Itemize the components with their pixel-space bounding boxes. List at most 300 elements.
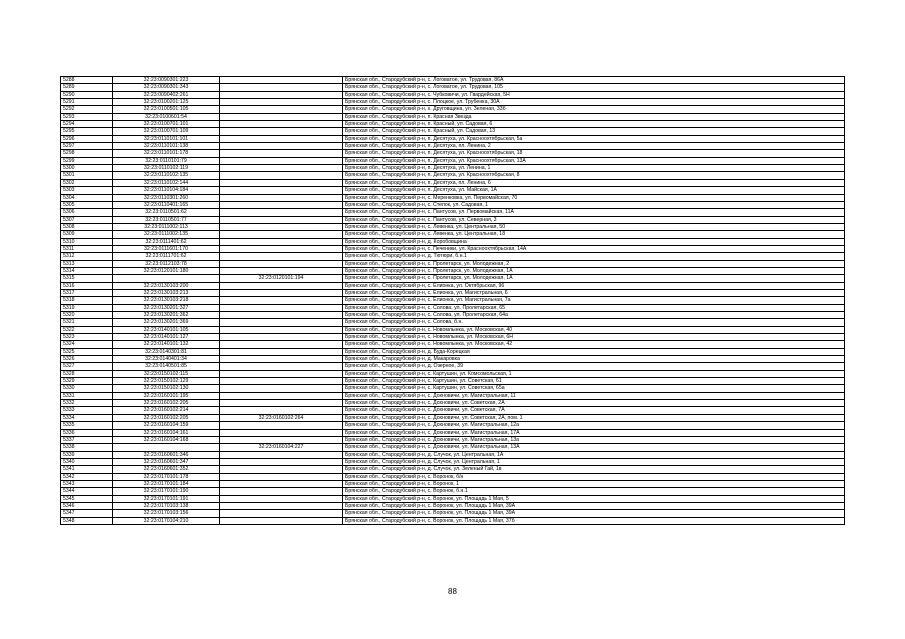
object-number-cell (220, 179, 343, 186)
table-row (61, 113, 845, 120)
object-number-cell (220, 267, 343, 274)
object-number-cell (220, 517, 343, 524)
row-number-cell: 5326 (61, 356, 113, 363)
parcel-number-cell: 32:23:0170103:138 (113, 502, 220, 509)
object-number-cell (220, 238, 343, 245)
address-cell: Брянская обл., Стародубский р-н, с. Меренковка, ул. Первомайская, 70 (343, 194, 845, 201)
table-row (61, 400, 845, 407)
object-number-cell (220, 150, 343, 157)
object-number-cell (220, 260, 343, 267)
address-cell: Брянская обл., Стародубский р-н, д. Случок, ул. Центральная, 1 (343, 458, 845, 465)
address-cell: Брянская обл., Стародубский р-н, с. Печеники, ул. Красноохтябрьская, 14А (343, 245, 845, 252)
table-row (61, 392, 845, 399)
parcel-number-cell: 32:23:0140101:132 (113, 341, 220, 348)
table-row (61, 201, 845, 208)
object-number-cell (220, 223, 343, 230)
table-row (61, 121, 845, 128)
row-number-cell: 5288 (61, 77, 113, 84)
table-row (61, 348, 845, 355)
table-row (61, 77, 845, 84)
row-number-cell: 5319 (61, 304, 113, 311)
table-row (61, 422, 845, 429)
parcel-number-cell: 32:23:0160104:159 (113, 422, 220, 429)
object-number-cell (220, 99, 343, 106)
table-row (61, 143, 845, 150)
parcel-number-cell: 32:23:0130103:218 (113, 297, 220, 304)
object-number-cell (220, 473, 343, 480)
row-number-cell: 5347 (61, 510, 113, 517)
table-row (61, 363, 845, 370)
table-row (61, 370, 845, 377)
parcel-number-cell: 32:23:0160101:195 (113, 392, 220, 399)
row-number-cell: 5289 (61, 84, 113, 91)
row-number-cell: 5316 (61, 282, 113, 289)
row-number-cell: 5333 (61, 407, 113, 414)
table-row (61, 216, 845, 223)
object-number-cell (220, 91, 343, 98)
parcel-number-cell: 32:23:0090301:223 (113, 77, 220, 84)
row-number-cell: 5317 (61, 289, 113, 296)
parcel-number-cell: 32:23:0130201:327 (113, 304, 220, 311)
object-number-cell (220, 121, 343, 128)
row-number-cell: 5305 (61, 201, 113, 208)
table-row (61, 238, 845, 245)
address-cell: Брянская обл., Стародубский р-н, с. Пантусов, ул. Первомайская, 11А (343, 209, 845, 216)
address-cell: Брянская обл., Стародубский р-н, с. Солова, ул. Пролетарская, 65 (343, 304, 845, 311)
row-number-cell: 5299 (61, 157, 113, 164)
table-row (61, 245, 845, 252)
address-cell: Брянская обл., Стародубский р-н, п. Десятуха, пл. Ленина, 6 (343, 179, 845, 186)
table-row (61, 304, 845, 311)
row-number-cell: 5298 (61, 150, 113, 157)
table-row (61, 135, 845, 142)
row-number-cell: 5318 (61, 297, 113, 304)
parcel-number-cell: 32:23:0110102:135 (113, 172, 220, 179)
table-row (61, 172, 845, 179)
parcel-number-cell: 32:23:0110101:79 (113, 157, 220, 164)
parcel-number-cell: 32:23:0120101:180 (113, 267, 220, 274)
parcel-number-cell: 32:23:0110101:178 (113, 150, 220, 157)
row-number-cell: 5314 (61, 267, 113, 274)
row-number-cell: 5309 (61, 231, 113, 238)
object-number-cell (220, 157, 343, 164)
object-number-cell (220, 370, 343, 377)
object-number-cell (220, 289, 343, 296)
address-cell: Брянская обл., Стародубский р-н, с. Дохновичи, ул. Советская, 2А, пом. 1 (343, 414, 845, 421)
object-number-cell (220, 436, 343, 443)
address-cell: Брянская обл., Стародубский р-н, с. Новомлынка, ул. Московская, 6Н (343, 334, 845, 341)
table-row (61, 334, 845, 341)
address-cell: Брянская обл., Стародубский р-н, д. Случок, ул. Зеленый Гай, 1в (343, 466, 845, 473)
parcel-number-cell: 32:23:0111002:113 (113, 223, 220, 230)
parcel-number-cell: 32:23:0140101:127 (113, 334, 220, 341)
address-cell: Брянская обл., Стародубский р-н, д. Озерное, 39 (343, 363, 845, 370)
object-number-cell (220, 466, 343, 473)
row-number-cell: 5327 (61, 363, 113, 370)
row-number-cell: 5343 (61, 480, 113, 487)
parcel-number-cell: 32:23:0111401:62 (113, 238, 220, 245)
table-row (61, 429, 845, 436)
parcel-number-cell: 32:23:0150102:115 (113, 370, 220, 377)
address-cell: Брянская обл., Стародубский р-н, с. Дохновичи, ул. Советская, 7А (343, 407, 845, 414)
table-row (61, 282, 845, 289)
parcel-number-cell: 32:23:0160601:346 (113, 451, 220, 458)
row-number-cell: 5346 (61, 502, 113, 509)
parcel-number-cell: 32:23:0150102:130 (113, 385, 220, 392)
row-number-cell: 5345 (61, 495, 113, 502)
table-row (61, 458, 845, 465)
address-cell: Брянская обл., Стародубский р-н, п. Красная Звезда (343, 113, 845, 120)
table-row (61, 157, 845, 164)
object-number-cell (220, 429, 343, 436)
address-cell: Брянская обл., Стародубский р-н, с. Солова, б.н. (343, 319, 845, 326)
table-row (61, 326, 845, 333)
address-cell: Брянская обл., Стародубский р-н, х. Друговщина, ул. Зеленая, 33б (343, 106, 845, 113)
table-row (61, 194, 845, 201)
row-number-cell: 5303 (61, 187, 113, 194)
row-number-cell: 5321 (61, 319, 113, 326)
address-cell: Брянская обл., Стародубский р-н, д. Буда-Корецкая (343, 348, 845, 355)
table-row (61, 150, 845, 157)
parcel-number-cell: 32:23:0160104:161 (113, 429, 220, 436)
address-cell: Брянская обл., Стародубский р-н, с. Логоватое, ул. Трудовая, 86А (343, 77, 845, 84)
object-number-cell (220, 392, 343, 399)
object-number-cell (220, 209, 343, 216)
address-cell: Брянская обл., Стародубский р-н, с. Новомлынка, ул. Московская, 40 (343, 326, 845, 333)
parcel-number-cell: 32:23:0110301:260 (113, 194, 220, 201)
table-row (61, 473, 845, 480)
address-cell: Брянская обл., Стародубский р-н, п. Десятуха, ул. Ленина, 1 (343, 165, 845, 172)
address-cell: Брянская обл., Стародубский р-н, с. Елионка, ул. Магистральная, 7а (343, 297, 845, 304)
row-number-cell: 5307 (61, 216, 113, 223)
table-row (61, 84, 845, 91)
row-number-cell: 5301 (61, 172, 113, 179)
parcel-number-cell: 32:23:0112103:78 (113, 260, 220, 267)
object-number-cell (220, 326, 343, 333)
address-cell: Брянская обл., Стародубский р-н, с. Воронок, ул. Площадь 1 Мая, 37б (343, 517, 845, 524)
row-number-cell: 5310 (61, 238, 113, 245)
row-number-cell: 5335 (61, 422, 113, 429)
address-cell: Брянская обл., Стародубский р-н, с. Елионка, ул. Октябрьская, 96 (343, 282, 845, 289)
parcel-number-cell: 32:23:0140101:105 (113, 326, 220, 333)
address-cell: Брянская обл., Стародубский р-н, с. Воронок, б.н.1 (343, 488, 845, 495)
object-number-cell (220, 348, 343, 355)
object-number-cell (220, 341, 343, 348)
row-number-cell: 5338 (61, 444, 113, 451)
address-cell: Брянская обл., Стародубский р-н, с. Елионка, ул. Магистральная, 6 (343, 289, 845, 296)
object-number-cell (220, 502, 343, 509)
address-cell: Брянская обл., Стародубский р-н, с. Воронок, 1 (343, 480, 845, 487)
parcel-number-cell: 32:23:0100601:54 (113, 113, 220, 120)
object-number-cell (220, 201, 343, 208)
object-number-cell (220, 253, 343, 260)
table-row (61, 165, 845, 172)
address-cell: Брянская обл., Стародубский р-н, с. Новомлынка, ул. Московская, 42 (343, 341, 845, 348)
row-number-cell: 5334 (61, 414, 113, 421)
table-row (61, 179, 845, 186)
parcel-number-cell: 32:23:0110101:138 (113, 143, 220, 150)
parcel-number-cell: 32:23:0111002:135 (113, 231, 220, 238)
table-row (61, 99, 845, 106)
object-number-cell (220, 458, 343, 465)
address-cell: Брянская обл., Стародубский р-н, с. Воронок, ул. Площадь 1 Мая, 5 (343, 495, 845, 502)
parcel-number-cell: 32:23:0110102:119 (113, 165, 220, 172)
parcel-number-cell: 32:23:0111701:62 (113, 253, 220, 260)
address-cell: Брянская обл., Стародубский р-н, с. Дохновичи, ул. Магистральная, 17А (343, 429, 845, 436)
row-number-cell: 5337 (61, 436, 113, 443)
parcel-number-cell: 32:23:0100201:125 (113, 99, 220, 106)
object-number-cell (220, 135, 343, 142)
row-number-cell: 5306 (61, 209, 113, 216)
object-number-cell (220, 231, 343, 238)
address-cell: Брянская обл., Стародубский р-н, с. Логоватое, ул. Трудовая, 105 (343, 84, 845, 91)
address-cell: Брянская обл., Стародубский р-н, п. Десятуха, пл. Ленина, 2 (343, 143, 845, 150)
object-number-cell (220, 216, 343, 223)
parcel-number-cell: 32:23:0170101:190 (113, 488, 220, 495)
address-cell: Брянская обл., Стародубский р-н, с. Левенка, ул. Центральная, 18 (343, 231, 845, 238)
object-number-cell: 32:23:0120101:194 (220, 275, 343, 282)
parcel-number-cell: 32:23:0170101:178 (113, 473, 220, 480)
object-number-cell (220, 480, 343, 487)
object-number-cell (220, 400, 343, 407)
object-number-cell (220, 510, 343, 517)
parcel-number-cell: 32:23:0170103:156 (113, 510, 220, 517)
object-number-cell (220, 356, 343, 363)
parcel-number-cell (113, 444, 220, 451)
address-cell: Брянская обл., Стародубский р-н, п. Десятуха, ул. Майская, 1А (343, 187, 845, 194)
object-number-cell (220, 187, 343, 194)
row-number-cell: 5304 (61, 194, 113, 201)
table-row (61, 267, 845, 274)
address-cell: Брянская обл., Стародубский р-н, с. Картушин, ул. Советская, 61 (343, 378, 845, 385)
object-number-cell (220, 312, 343, 319)
parcel-number-cell (113, 275, 220, 282)
object-number-cell: 32:23:0160102:264 (220, 414, 343, 421)
row-number-cell: 5292 (61, 106, 113, 113)
object-number-cell (220, 495, 343, 502)
object-number-cell (220, 451, 343, 458)
object-number-cell (220, 319, 343, 326)
address-cell: Брянская обл., Стародубский р-н, д. Коробовщина (343, 238, 845, 245)
object-number-cell (220, 334, 343, 341)
table-row (61, 510, 845, 517)
parcel-number-cell: 32:23:0160601:352 (113, 466, 220, 473)
object-number-cell (220, 84, 343, 91)
row-number-cell: 5339 (61, 451, 113, 458)
parcel-number-cell: 32:23:0100701:101 (113, 121, 220, 128)
address-cell: Брянская обл., Стародубский р-н, п. Десятуха, ул. Красноохтябрьская, 5а (343, 135, 845, 142)
parcel-number-cell: 32:23:0110104:184 (113, 187, 220, 194)
table-row (61, 436, 845, 443)
row-number-cell: 5308 (61, 223, 113, 230)
parcel-number-cell: 32:23:0130201:362 (113, 312, 220, 319)
table-row (61, 312, 845, 319)
parcel-number-cell: 32:23:0100501:105 (113, 106, 220, 113)
table-row (61, 466, 845, 473)
row-number-cell: 5300 (61, 165, 113, 172)
address-cell: Брянская обл., Стародубский р-н, д. Тютюри, б.н.1 (343, 253, 845, 260)
parcel-number-cell: 32:23:0130103:200 (113, 282, 220, 289)
object-number-cell (220, 172, 343, 179)
address-cell: Брянская обл., Стародубский р-н, п. Десятуха, ул. Красноохтябрьская, 8 (343, 172, 845, 179)
parcel-number-cell: 32:23:0160102:214 (113, 407, 220, 414)
parcel-number-cell: 32:23:0170104:210 (113, 517, 220, 524)
parcel-number-cell: 32:23:0130201:369 (113, 319, 220, 326)
row-number-cell: 5315 (61, 275, 113, 282)
object-number-cell (220, 304, 343, 311)
address-cell: Брянская обл., Стародубский р-н, с. Дохновичи, ул. Магистральная, 13А (343, 444, 845, 451)
address-cell: Брянская обл., Стародубский р-н, с. Картушин, ул. Комсомольская, 1 (343, 370, 845, 377)
row-number-cell: 5344 (61, 488, 113, 495)
address-cell: Брянская обл., Стародубский р-н, с. Пролетарск, ул. Молодежная, 1А (343, 275, 845, 282)
registry-table (60, 76, 845, 525)
address-cell: Брянская обл., Стародубский р-н, с. Солова, ул. Пролетарская, 64а (343, 312, 845, 319)
row-number-cell: 5322 (61, 326, 113, 333)
row-number-cell: 5324 (61, 341, 113, 348)
address-cell: Брянская обл., Стародубский р-н, с. Воронок, ул. Площадь 1 Мая, 39А (343, 510, 845, 517)
address-cell: Брянская обл., Стародубский р-н, с. Воронок, ул. Площадь 1 Мая, 39А (343, 502, 845, 509)
row-number-cell: 5328 (61, 370, 113, 377)
row-number-cell: 5311 (61, 245, 113, 252)
table-row (61, 517, 845, 524)
address-cell: Брянская обл., Стародубский р-н, с. Воронок, б/н (343, 473, 845, 480)
table-row (61, 407, 845, 414)
address-cell: Брянская обл., Стародубский р-н, с. Пролетарск, ул. Молодежная, 2 (343, 260, 845, 267)
object-number-cell (220, 245, 343, 252)
address-cell: Брянская обл., Стародубский р-н, с. Пантусов, ул. Северная, 3 (343, 216, 845, 223)
table-row (61, 128, 845, 135)
address-cell: Брянская обл., Стародубский р-н, с. Дохновичи, ул. Магистральная, 11 (343, 392, 845, 399)
address-cell: Брянская обл., Стародубский р-н, с. Дохновичи, ул. Советская, 2А (343, 400, 845, 407)
table-row (61, 341, 845, 348)
row-number-cell: 5340 (61, 458, 113, 465)
object-number-cell (220, 165, 343, 172)
table-row (61, 480, 845, 487)
parcel-number-cell: 32:23:0140501:85 (113, 363, 220, 370)
parcel-number-cell: 32:23:0160102:205 (113, 400, 220, 407)
parcel-number-cell: 32:23:0150102:129 (113, 378, 220, 385)
parcel-number-cell: 32:23:0100701:109 (113, 128, 220, 135)
object-number-cell (220, 143, 343, 150)
row-number-cell: 5297 (61, 143, 113, 150)
parcel-number-cell: 32:23:0160104:168 (113, 436, 220, 443)
address-cell: Брянская обл., Стародубский р-н, с. Чубковичи, ул. Гвардейская, 5Н (343, 91, 845, 98)
row-number-cell: 5320 (61, 312, 113, 319)
object-number-cell (220, 194, 343, 201)
row-number-cell: 5290 (61, 91, 113, 98)
object-number-cell (220, 363, 343, 370)
table-row (61, 378, 845, 385)
parcel-number-cell: 32:23:0090301:343 (113, 84, 220, 91)
row-number-cell: 5296 (61, 135, 113, 142)
row-number-cell: 5325 (61, 348, 113, 355)
parcel-number-cell: 32:23:0170101:184 (113, 480, 220, 487)
table-row (61, 385, 845, 392)
object-number-cell (220, 77, 343, 84)
address-cell: Брянская обл., Стародубский р-н, п. Красный, ул. Садовая, 13 (343, 128, 845, 135)
parcel-number-cell: 32:23:0160601:347 (113, 458, 220, 465)
table-row (61, 444, 845, 451)
row-number-cell: 5342 (61, 473, 113, 480)
table-row (61, 260, 845, 267)
parcel-number-cell: 32:23:0110501:62 (113, 209, 220, 216)
address-cell: Брянская обл., Стародубский р-н, с. Левенка, ул. Центральная, 50 (343, 223, 845, 230)
parcel-number-cell: 32:23:0111601:170 (113, 245, 220, 252)
table-row (61, 223, 845, 230)
object-number-cell (220, 297, 343, 304)
table-row (61, 414, 845, 421)
row-number-cell: 5331 (61, 392, 113, 399)
row-number-cell: 5332 (61, 400, 113, 407)
table-row (61, 275, 845, 282)
table-body (61, 77, 845, 525)
row-number-cell: 5294 (61, 121, 113, 128)
table-row (61, 91, 845, 98)
parcel-number-cell: 32:23:0160102:205 (113, 414, 220, 421)
parcel-number-cell: 32:23:0170101:191 (113, 495, 220, 502)
object-number-cell (220, 385, 343, 392)
parcel-number-cell: 32:23:0110501:77 (113, 216, 220, 223)
table-row (61, 451, 845, 458)
table-row (61, 289, 845, 296)
table-row (61, 297, 845, 304)
table-row (61, 495, 845, 502)
row-number-cell: 5295 (61, 128, 113, 135)
table-row (61, 319, 845, 326)
object-number-cell (220, 113, 343, 120)
object-number-cell (220, 106, 343, 113)
address-cell: Брянская обл., Стародубский р-н, с. Степок, ул. Садовая, 1 (343, 201, 845, 208)
table-row (61, 106, 845, 113)
object-number-cell (220, 378, 343, 385)
address-cell: Брянская обл., Стародубский р-н, д. Случок, ул. Центральная, 1А (343, 451, 845, 458)
address-cell: Брянская обл., Стародубский р-н, с. Плоцкое, ул. Трубенка, 30А (343, 99, 845, 106)
parcel-number-cell: 32:23:0090402:261 (113, 91, 220, 98)
page-number: 88 (448, 587, 457, 596)
address-cell: Брянская обл., Стародубский р-н, п. Красный, ул. Садовая, 6 (343, 121, 845, 128)
object-number-cell (220, 282, 343, 289)
object-number-cell (220, 422, 343, 429)
object-number-cell (220, 128, 343, 135)
table-row (61, 209, 845, 216)
table-row (61, 488, 845, 495)
address-cell: Брянская обл., Стародубский р-н, д. Макаровка (343, 356, 845, 363)
parcel-number-cell: 32:23:0110102:144 (113, 179, 220, 186)
address-cell: Брянская обл., Стародубский р-н, п. Десятуха, ул. Красноохтябрьская, 18 (343, 150, 845, 157)
table-row (61, 356, 845, 363)
row-number-cell: 5348 (61, 517, 113, 524)
row-number-cell: 5312 (61, 253, 113, 260)
parcel-number-cell: 32:23:0140401:34 (113, 356, 220, 363)
row-number-cell: 5329 (61, 378, 113, 385)
object-number-cell (220, 488, 343, 495)
table-row (61, 231, 845, 238)
row-number-cell: 5291 (61, 99, 113, 106)
parcel-number-cell: 32:23:0110101:101 (113, 135, 220, 142)
row-number-cell: 5336 (61, 429, 113, 436)
table-row (61, 187, 845, 194)
address-cell: Брянская обл., Стародубский р-н, с. Дохновичи, ул. Магистральная, 13а (343, 436, 845, 443)
row-number-cell: 5330 (61, 385, 113, 392)
address-cell: Брянская обл., Стародубский р-н, с. Пролетарск, ул. Молодежная, 1А (343, 267, 845, 274)
row-number-cell: 5302 (61, 179, 113, 186)
parcel-number-cell: 32:23:0130103:213 (113, 289, 220, 296)
object-number-cell (220, 407, 343, 414)
row-number-cell: 5323 (61, 334, 113, 341)
address-cell: Брянская обл., Стародубский р-н, с. Дохновичи, ул. Магистральная, 12а (343, 422, 845, 429)
table-row (61, 253, 845, 260)
row-number-cell: 5341 (61, 466, 113, 473)
